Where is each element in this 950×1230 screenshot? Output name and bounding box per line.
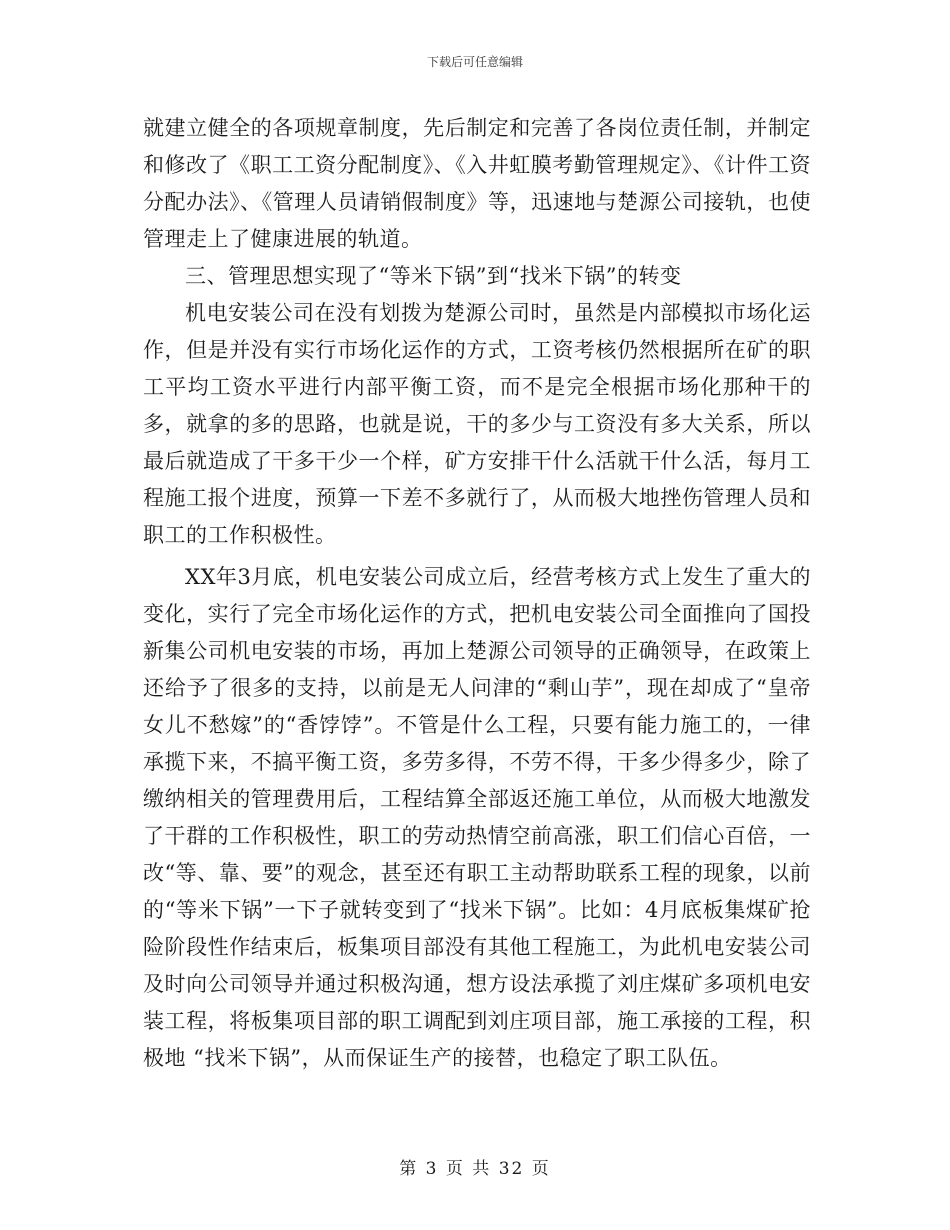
paragraph: 机电安装公司在没有划拨为楚源公司时，虽然是内部模拟市场化运作，但是并没有实行市场化运作的方式，工资考核仍然根据所在矿的职工平均工资水平进行内部平衡工资，而不是完全根据市场化那种干的多，就拿的多的思路，也就是说，干的多少与工资没有多大关系，所以最后就造成了干多干少一个样，矿方安排干什么活就干什么活，每月工程施工报个进度，预算一下差不多就行了，从而极大地挫伤管理人员和职工的工作积极性。 [143,301,811,547]
paragraph: XX年3月底，机电安装公司成立后，经营考核方式上发生了重大的变化，实行了完全市场化运作的方式，把机电安装公司全面推向了国投新集公司机电安装的市场，再加上楚源公司领导的正确领导，在政策上还给予了很多的支持，以前是无人问津的“剩山芋”，现在却成了“皇帝女儿不愁嫁”的“香饽饽”。不管是什么工程，只要有能力施工的，一律承揽下来，不搞平衡工资，多劳多得，不劳不得，干多少得多少，除了缴纳相关的管理费用后，工程结算全部返还施工单位，从而极大地激发了干群的工作积极性，职工的劳动热情空前高涨，职工们信心百倍，一改“等、靠、要”的观念，甚至还有职工主动帮助联系工程的现象，以前的“等米下锅”一下子就转变到了“找米下锅”。比如：4月底板集煤矿抢险阶段性作结束后，板集项目部没有其他工程施工，为此机电安装公司及时向公司领导并通过积极沟通，想方设法承揽了刘庄煤矿多项机电安装工程，将板集项目部的职工调配到刘庄项目部，施工承接的工程，积极地 “找米下锅”，从而保证生产的接替，也稳定了职工队伍。 [143,565,811,1070]
header-note: 下载后可任意编辑 [426,55,523,69]
paragraph-continuation: 就建立健全的各项规章制度，先后制定和完善了各岗位责任制，并制定和修改了《职工工资分配制度》、《入井虹膜考勤管理规定》、《计件工资分配办法》、《管理人员请销假制度》等，迅速地与楚源公司接轨，也使管理走上了健康进展的轨道。 [143,116,811,251]
page-number: 第 3 页 共 32 页 [399,1159,551,1179]
section-heading: 三、管理思想实现了“等米下锅”到“找米下锅”的转变 [185,264,682,288]
document-body [143,110,811,1077]
